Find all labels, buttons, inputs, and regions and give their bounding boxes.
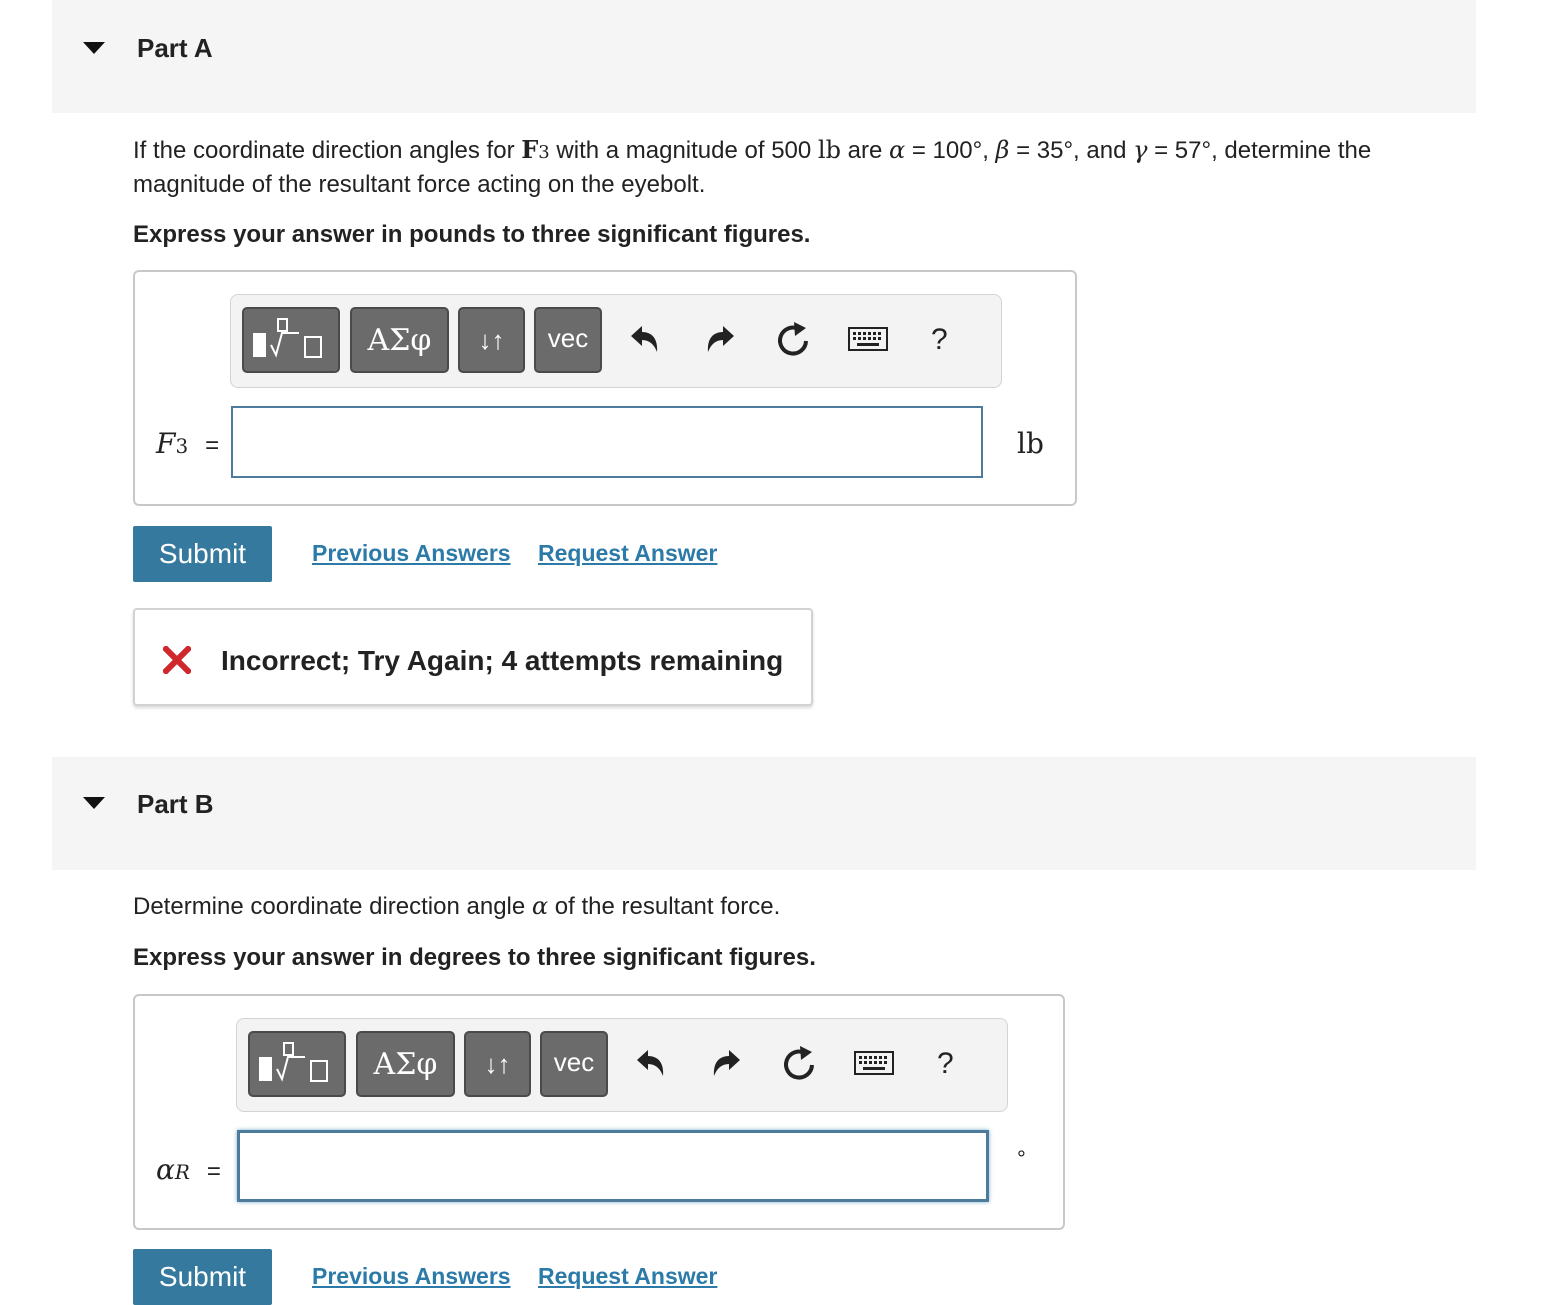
part-a-unit: lb	[1017, 427, 1044, 460]
part-a-answer-input[interactable]	[231, 406, 983, 478]
part-a-header[interactable]	[52, 0, 1476, 113]
reset-icon	[781, 1045, 817, 1081]
templates-button[interactable]	[248, 1031, 346, 1097]
part-b-unit: °	[1017, 1146, 1026, 1171]
close-x-icon	[163, 646, 191, 674]
undo-icon	[633, 1047, 667, 1079]
part-a-request-answer-link[interactable]: Request Answer	[538, 540, 718, 566]
undo-button[interactable]	[630, 1043, 670, 1083]
redo-button[interactable]	[701, 319, 741, 359]
part-b-variable-label: αR =	[156, 1153, 221, 1186]
redo-icon	[704, 323, 738, 355]
part-b-question: Determine coordinate direction angle α of the resultant force.	[133, 892, 781, 920]
feedback-message: Incorrect; Try Again; 4 attempts remaining	[221, 645, 784, 676]
keyboard-icon	[854, 1051, 894, 1075]
caret-down-icon[interactable]	[83, 797, 105, 809]
help-button[interactable]: ?	[931, 323, 948, 356]
part-a-feedback	[133, 608, 813, 706]
greek-symbols-button[interactable]: ΑΣφ	[350, 307, 449, 373]
reset-button[interactable]	[779, 1043, 819, 1083]
templates-icon	[255, 1041, 339, 1087]
part-a-title: Part A	[137, 33, 213, 63]
part-a-previous-answers-link[interactable]: Previous Answers	[312, 540, 511, 566]
part-b-submit-button[interactable]: Submit	[133, 1249, 272, 1305]
vector-button[interactable]: vec	[534, 307, 602, 373]
part-a-variable-label: F3 =	[156, 427, 220, 460]
undo-icon	[627, 323, 661, 355]
part-a-question: If the coordinate direction angles for F3 with a magnitude of 500 lb are α = 100°, β = 35°, and γ = 57°, determine the magnitude of the resultant force acting on the eyebolt.	[133, 135, 1372, 198]
reset-icon	[775, 321, 811, 357]
redo-icon	[710, 1047, 744, 1079]
vector-button[interactable]: vec	[540, 1031, 608, 1097]
math-toolbar	[236, 1018, 1008, 1112]
keyboard-button[interactable]	[848, 319, 888, 359]
greek-symbols-button[interactable]: ΑΣφ	[356, 1031, 455, 1097]
keyboard-icon	[848, 327, 888, 351]
part-b-title: Part B	[137, 789, 214, 819]
templates-icon	[249, 317, 333, 363]
part-a-submit-button[interactable]: Submit	[133, 526, 272, 582]
help-button[interactable]: ?	[937, 1047, 954, 1080]
subscript-superscript-button[interactable]: ↓↑	[458, 307, 525, 373]
force-symbol: F3	[521, 135, 550, 164]
part-b-previous-answers-link[interactable]: Previous Answers	[312, 1263, 511, 1289]
reset-button[interactable]	[773, 319, 813, 359]
templates-button[interactable]	[242, 307, 340, 373]
keyboard-button[interactable]	[854, 1043, 894, 1083]
part-b-answer-input[interactable]	[237, 1130, 989, 1202]
subscript-superscript-button[interactable]: ↓↑	[464, 1031, 531, 1097]
undo-button[interactable]	[624, 319, 664, 359]
caret-down-icon[interactable]	[83, 42, 105, 54]
redo-button[interactable]	[707, 1043, 747, 1083]
part-a-instruction: Express your answer in pounds to three significant figures.	[133, 221, 811, 248]
part-b-instruction: Express your answer in degrees to three significant figures.	[133, 944, 816, 971]
part-a-answer-box	[133, 270, 1077, 506]
part-b-request-answer-link[interactable]: Request Answer	[538, 1263, 718, 1289]
math-toolbar	[230, 294, 1002, 388]
part-b-header[interactable]	[52, 757, 1476, 870]
part-b-answer-box	[133, 994, 1065, 1230]
